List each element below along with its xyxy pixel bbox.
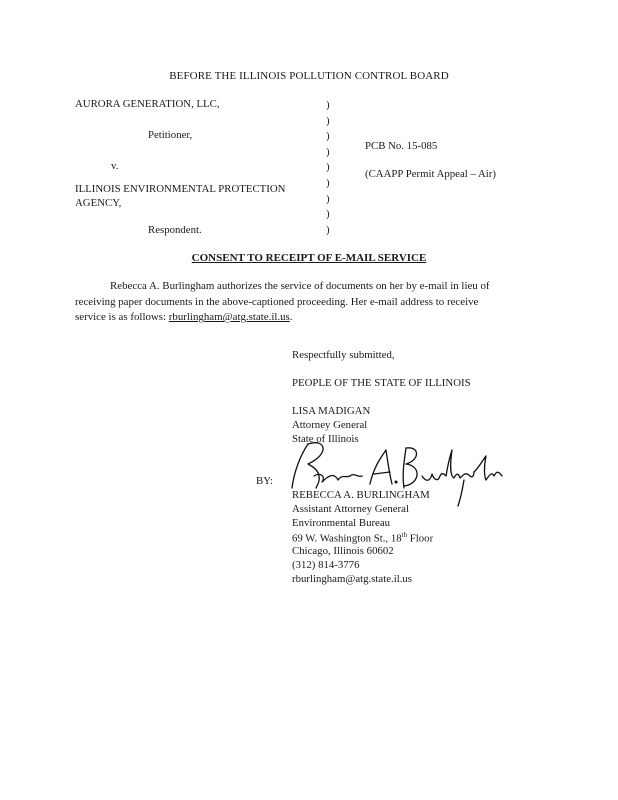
- caption-paren: ): [326, 114, 330, 127]
- caption-divider: [326, 98, 330, 238]
- caption-paren: ): [326, 145, 330, 158]
- street-address-floor: Floor: [407, 532, 434, 545]
- bureau: Environmental Bureau: [292, 517, 391, 529]
- caption-paren: ): [326, 130, 330, 143]
- body-line3-suffix: .: [289, 311, 293, 324]
- street-address: [292, 531, 433, 545]
- case-number: PCB No. 15-085: [365, 140, 438, 152]
- email-address-link[interactable]: rburlingham@atg.state.il.us: [168, 311, 290, 324]
- closing: Respectfully submitted,: [292, 349, 395, 361]
- case-type: (CAAPP Permit Appeal – Air): [365, 168, 496, 180]
- signer-title: Assistant Attorney General: [292, 503, 409, 515]
- caption-paren: ): [326, 99, 330, 111]
- respondent-role: Respondent.: [148, 224, 202, 236]
- consent-paragraph: [75, 279, 545, 326]
- respondent-name-line2: AGENCY,: [75, 197, 122, 209]
- court-title: BEFORE THE ILLINOIS POLLUTION CONTROL BOARD: [169, 70, 449, 82]
- floor-ordinal: th: [401, 531, 408, 539]
- phone-number: (312) 814-3776: [292, 559, 360, 571]
- body-line3-prefix: service is as follows:: [75, 311, 169, 324]
- caption-paren: ): [326, 223, 330, 236]
- petitioner-role: Petitioner,: [148, 129, 193, 141]
- signer-email[interactable]: rburlingham@atg.state.il.us: [292, 573, 412, 585]
- caption-paren: ): [326, 176, 330, 189]
- respondent-name-line1: ILLINOIS ENVIRONMENTAL PROTECTION: [75, 183, 286, 195]
- party-name: PEOPLE OF THE STATE OF ILLINOIS: [292, 377, 471, 389]
- by-label: BY:: [256, 475, 274, 487]
- caption-paren: ): [326, 192, 330, 205]
- document-heading: CONSENT TO RECEIPT OF E-MAIL SERVICE: [191, 252, 427, 264]
- ag-title: Attorney General: [292, 419, 368, 431]
- caption-paren: ): [326, 161, 330, 174]
- ag-state: State of Illinois: [292, 433, 359, 445]
- body-line: [75, 310, 545, 326]
- ag-name: LISA MADIGAN: [292, 405, 371, 417]
- body-line: Rebecca A. Burlingham authorizes the service of documents on her by e-mail in lieu of: [110, 280, 490, 292]
- petitioner-name: AURORA GENERATION, LLC,: [75, 98, 220, 110]
- versus-label: v.: [111, 160, 119, 172]
- body-line: receiving paper documents in the above-captioned proceeding. Her e-mail address to receive: [75, 295, 479, 308]
- signer-name: REBECCA A. BURLINGHAM: [292, 489, 430, 501]
- city-state-zip: Chicago, Illinois 60602: [292, 545, 394, 557]
- street-address-main: 69 W. Washington St., 18: [292, 532, 402, 545]
- caption-paren: ): [326, 208, 330, 221]
